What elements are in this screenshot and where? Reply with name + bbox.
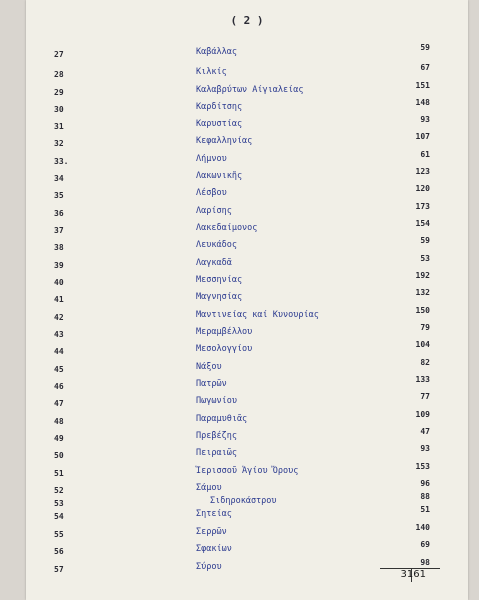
- entry-number: 48: [54, 417, 64, 426]
- entry-name: Λαγκαδᾶ: [196, 258, 232, 268]
- list-item: [26, 98, 468, 117]
- entry-number: 36: [54, 209, 64, 218]
- list-item: [26, 132, 468, 151]
- entry-name: Σύρου: [196, 562, 222, 572]
- list-item: [26, 505, 468, 524]
- entry-number: 37: [54, 226, 64, 235]
- list-item: [26, 288, 468, 307]
- entry-number: 53: [54, 499, 64, 508]
- entry-page: 61: [420, 150, 430, 159]
- list-item: [26, 43, 468, 62]
- entry-number: 45: [54, 365, 64, 374]
- entry-number: 43: [54, 330, 64, 339]
- entry-page: 153: [415, 462, 430, 471]
- entry-number: 34: [54, 174, 64, 183]
- entry-number: 44: [54, 347, 64, 356]
- entry-name: Ἱερισσοῦ Ἁγίου Ὄρους: [196, 466, 299, 476]
- entry-name: Μεσσηνίας: [196, 275, 243, 285]
- entry-number: 49: [54, 434, 64, 443]
- entry-number: 32: [54, 139, 64, 148]
- entry-name: Σερρῶν: [196, 527, 227, 537]
- entry-page: 53: [420, 254, 430, 263]
- list-item: [26, 306, 468, 325]
- entry-number: 54: [54, 512, 64, 521]
- entry-page: 109: [415, 410, 430, 419]
- entry-page: 93: [420, 444, 430, 453]
- list-item: [26, 410, 468, 429]
- entry-page: 123: [415, 167, 430, 176]
- entry-page: 148: [415, 98, 430, 107]
- entry-name: Παραμυθιᾶς: [196, 414, 248, 424]
- entry-page: 140: [415, 523, 430, 532]
- list-item: [26, 375, 468, 394]
- entry-name: Καλαβρύτων Αίγιαλείας: [196, 85, 304, 95]
- list-item: [26, 323, 468, 342]
- entry-name: Μαγνησίας: [196, 292, 243, 302]
- entry-number: 38: [54, 243, 64, 252]
- entry-name: Πειραιῶς: [196, 448, 237, 458]
- list-item: [26, 167, 468, 186]
- list-item: [26, 392, 468, 411]
- entry-name: Λήμνου: [196, 154, 227, 164]
- list-item: [26, 184, 468, 203]
- entry-name: Καρδίτσης: [196, 102, 243, 112]
- entry-number: 31: [54, 122, 64, 131]
- entry-number: 30: [54, 105, 64, 114]
- entry-page: 104: [415, 340, 430, 349]
- entry-number: 51: [54, 469, 64, 478]
- entry-page: 98: [420, 558, 430, 567]
- list-item: [26, 236, 468, 255]
- entry-page: 59: [420, 43, 430, 52]
- entry-name: Πωγωνίου: [196, 396, 237, 406]
- list-item: [26, 540, 468, 559]
- entry-name: Κεφαλληνίας: [196, 136, 253, 146]
- entry-page: 96: [420, 479, 430, 488]
- entry-name: Λέσβου: [196, 188, 227, 198]
- entry-name: Κιλκίς: [196, 67, 227, 77]
- entry-name: Λαρίσης: [196, 206, 232, 216]
- entry-number: 42: [54, 313, 64, 322]
- entry-page: 77: [420, 392, 430, 401]
- entry-number: 57: [54, 565, 64, 574]
- entry-number: 40: [54, 278, 64, 287]
- entry-page: 132: [415, 288, 430, 297]
- list-item: [26, 115, 468, 134]
- entry-name: Μεσολογγίου: [196, 344, 253, 354]
- entry-page: 79: [420, 323, 430, 332]
- page-number: ( 2 ): [230, 14, 264, 27]
- entry-number: 27: [54, 50, 64, 59]
- entry-number: 56: [54, 547, 64, 556]
- entry-number: 39: [54, 261, 64, 270]
- entry-number: 55: [54, 530, 64, 539]
- entry-number: 28: [54, 70, 64, 79]
- list-item: [26, 340, 468, 359]
- entry-number: 52: [54, 486, 64, 495]
- entry-name: Μαντινείας καί Κυνουρίας: [196, 310, 319, 320]
- entry-name: Λακεδαίμονος: [196, 223, 258, 233]
- entry-name: Σάμου: [196, 483, 222, 493]
- list-item: [26, 150, 468, 169]
- entry-number: 50: [54, 451, 64, 460]
- entry-name: Νάξου: [196, 362, 222, 372]
- entry-number: 47: [54, 399, 64, 408]
- entry-name: Πρεβέζης: [196, 431, 237, 441]
- entry-page: 173: [415, 202, 430, 211]
- entry-name: Λακωνικῆς: [196, 171, 243, 181]
- entry-name: Καρυστίας: [196, 119, 243, 129]
- entry-page: 59: [420, 236, 430, 245]
- entry-number: 41: [54, 295, 64, 304]
- list-item: [26, 271, 468, 290]
- entry-page: 51: [420, 505, 430, 514]
- entry-page: 120: [415, 184, 430, 193]
- entry-page: 192: [415, 271, 430, 280]
- list-item: [26, 219, 468, 238]
- entry-page: 93: [420, 115, 430, 124]
- entry-page: 151: [415, 81, 430, 90]
- entry-page: 67: [420, 63, 430, 72]
- entry-number: 33.: [54, 157, 69, 166]
- entry-name: Μεραμβέλλου: [196, 327, 253, 337]
- archive-stamp: 3161: [400, 569, 426, 580]
- entry-page: 82: [420, 358, 430, 367]
- entry-page: 69: [420, 540, 430, 549]
- entry-page: 150: [415, 306, 430, 315]
- entry-number: 46: [54, 382, 64, 391]
- entry-page: 107: [415, 132, 430, 141]
- entry-name: Πατρῶν: [196, 379, 227, 389]
- entry-page: 47: [420, 427, 430, 436]
- list-item: [26, 462, 468, 481]
- entry-name: Σφακίων: [196, 544, 232, 554]
- list-item: [26, 202, 468, 221]
- entry-page: 88: [420, 492, 430, 501]
- entry-page: 154: [415, 219, 430, 228]
- entry-name: Σιδηροκάστρου: [210, 496, 277, 506]
- entry-number: 35: [54, 191, 64, 200]
- entry-number: 29: [54, 88, 64, 97]
- entry-name: Καβάλλας: [196, 47, 237, 57]
- list-item: [26, 427, 468, 446]
- list-item: [26, 358, 468, 377]
- list-item: [26, 523, 468, 542]
- list-item: [26, 81, 468, 100]
- list-item: [26, 254, 468, 273]
- document-page: [26, 0, 468, 600]
- entry-name: Σητείας: [196, 509, 232, 519]
- entry-page: 133: [415, 375, 430, 384]
- entry-name: Λευκάδος: [196, 240, 237, 250]
- list-item: [26, 63, 468, 82]
- list-item: [26, 444, 468, 463]
